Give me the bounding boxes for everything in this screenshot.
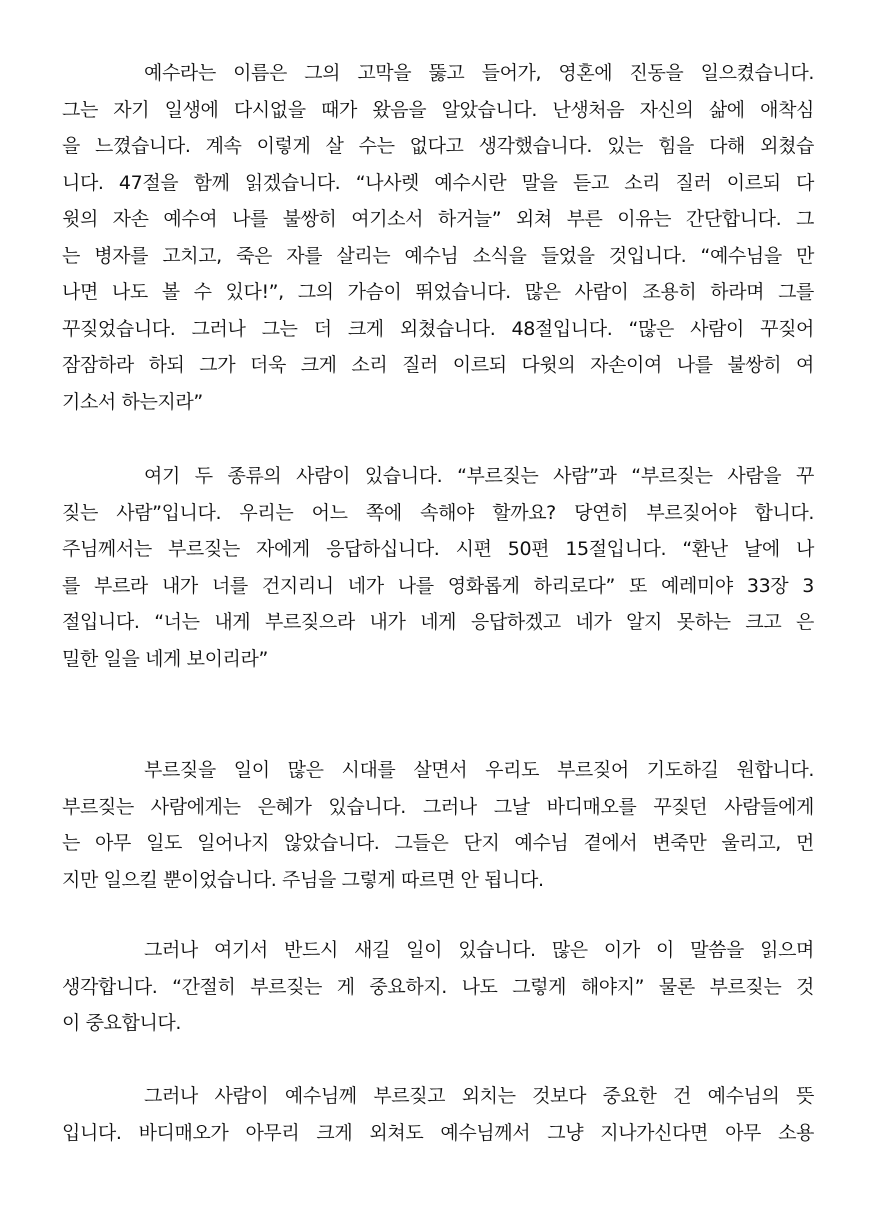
paragraph-3 [62,752,814,898]
text-line: 여기 두 종류의 사람이 있습니다. “부르짖는 사람”과 “부르짖는 사람을 꾸 [144,465,814,487]
text-line: 기소서 하는지라” [62,390,203,413]
text-line: 절입니다. “너는 내게 부르짖으라 내가 네게 응답하겠고 네가 알지 못하는 크고 은 [62,611,814,633]
text-line: 생각합니다. “간절히 부르짖는 게 중요하지. 나도 그렇게 해야지” 물론 부르짖는 것 [62,975,814,998]
text-line: 를 부르라 내가 너를 건지리니 네가 나를 영화롭게 하리로다” 또 예레미야 33장 3 [62,574,814,597]
text-line: 는 병자를 고치고, 죽은 자를 살리는 예수님 소식을 들었을 것입니다. “예수님을 만 [62,244,814,267]
text-line: 그러나 사람이 예수님께 부르짖고 외치는 것보다 중요한 건 예수님의 뜻 [144,1085,814,1107]
text-line: 예수라는 이름은 그의 고막을 뚫고 들어가, 영혼에 진동을 일으켰습니다. [144,62,814,84]
text-line: 그는 자기 일생에 다시없을 때가 왔음을 알았습니다. 난생처음 자신의 삶에 애착심 [62,98,814,121]
text-line: 꾸짖었습니다. 그러나 그는 더 크게 외쳤습니다. 48절입니다. “많은 사람이 꾸짖어 [62,317,814,340]
paragraph-5 [62,1078,814,1151]
text-line: 잠잠하라 하되 그가 더욱 크게 소리 질러 이르되 다윗의 자손이여 나를 불쌍히 여 [62,354,814,376]
text-line: 짖는 사람”입니다. 우리는 어느 쪽에 속해야 할까요? 당연히 부르짖어야 합니다. [62,501,814,524]
text-line: 밀한 일을 네게 보이리라” [62,647,268,670]
text-line: 나면 나도 볼 수 있다!”, 그의 가슴이 뛰었습니다. 많은 사람이 조용히 하라며 그를 [62,281,814,303]
text-line: 부르짖는 사람에게는 은혜가 있습니다. 그러나 그날 바디매오를 꾸짖던 사람들에게 [62,795,814,818]
text-line: 윗의 자손 예수여 나를 불쌍히 여기소서 하거늘” 외쳐 부른 이유는 간단합니다. 그 [62,208,814,230]
text-line: 주님께서는 부르짖는 자에게 응답하십니다. 시편 50편 15절입니다. “환난 날에 나 [62,538,814,560]
text-line: 지만 일으킬 뿐이었습니다. 주님을 그렇게 따르면 안 됩니다. [62,868,544,891]
text-line: 이 중요합니다. [62,1012,182,1034]
text-line: 입니다. 바디매오가 아무리 크게 외쳐도 예수님께서 그냥 지나가신다면 아무 소용 [62,1121,814,1144]
text-line: 부르짖을 일이 많은 시대를 살면서 우리도 부르짖어 기도하길 원합니다. [144,759,814,781]
text-line: 을 느꼈습니다. 계속 이렇게 살 수는 없다고 생각했습니다. 있는 힘을 다해 외쳤습 [62,135,814,157]
paragraph-2 [62,458,814,677]
text-line: 는 아무 일도 일어나지 않았습니다. 그들은 단지 예수님 곁에서 변죽만 울리고, 먼 [62,832,814,854]
text-line: 그러나 여기서 반드시 새길 일이 있습니다. 많은 이가 이 말씀을 읽으며 [144,939,814,961]
paragraph-4 [62,932,814,1042]
paragraph-1 [62,55,814,420]
text-line: 니다. 47절을 함께 읽겠습니다. “나사렛 예수시란 말을 듣고 소리 질러 이르되 다 [62,171,814,194]
